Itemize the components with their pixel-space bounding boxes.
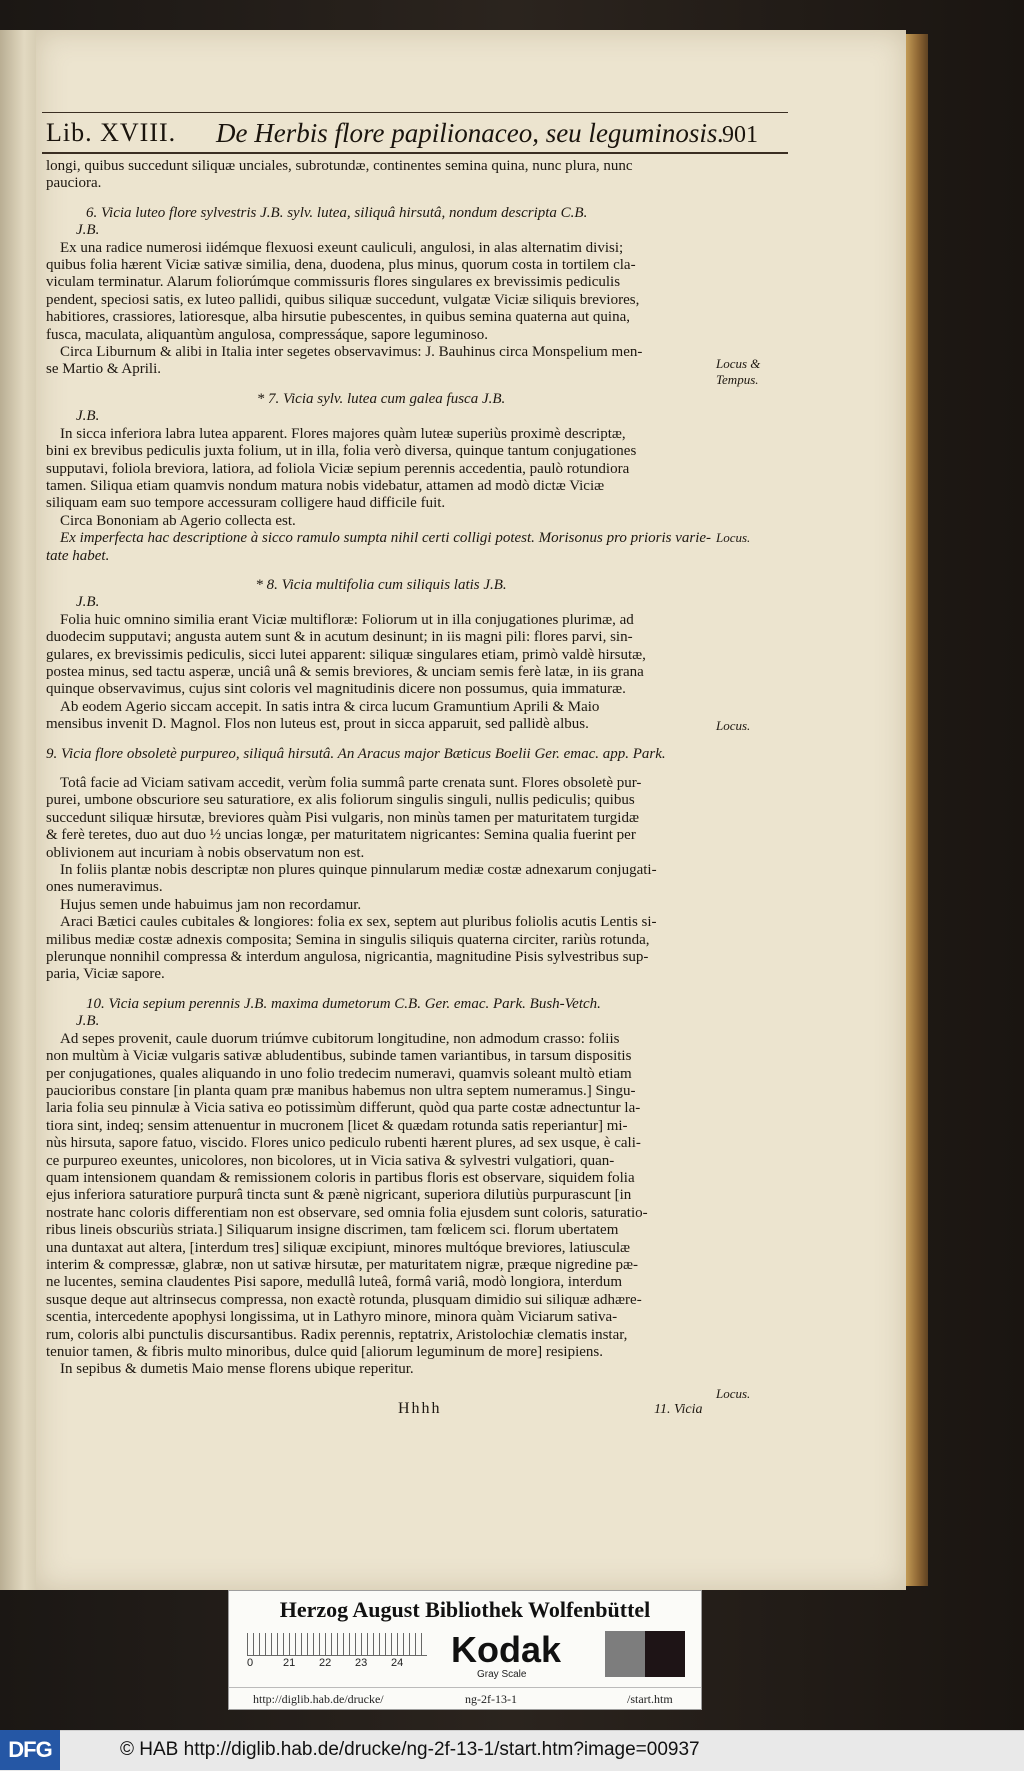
library-label — [228, 1590, 702, 1710]
text-line: longi, quibus succedunt siliquæ unciales, subrotundæ, continentes semina quina, nunc plura, nunc — [46, 158, 633, 174]
running-header — [46, 118, 786, 152]
page-fore-edge — [906, 34, 928, 1586]
paragraph-gap — [46, 734, 716, 746]
text-line: quinque observavimus, cujus sint coloris vel magnitudinis dicere non possumus, quia immaturæ. — [46, 681, 626, 698]
text-line: Araci Bætici caules cubitales & longiores: folia ex sex, septem aut pluribus foliolis acutis Lentis si- — [60, 914, 657, 931]
text-line: nùs hirsuta, sapore fatuo, viscido. Flores unico pediculo rubenti hærent plures, ad sex usque, è cali- — [46, 1135, 641, 1152]
paragraph-gap — [46, 565, 716, 577]
author-tag: J.B. — [76, 222, 100, 239]
text-line: Hujus semen unde habuimus jam non recordamur. — [60, 896, 362, 913]
dfg-logo: DFG — [0, 1730, 60, 1770]
text-line: scentia, intercedente apophysi longissima, ut in Lathyro minore, minora quàm Viciarum sativa- — [46, 1309, 618, 1326]
ruler-number: 21 — [283, 1657, 296, 1669]
text-line: 9. Vicia flore obsoletè purpureo, siliquâ hirsutâ. An Aracus major Bæticus Boelii Ger. emac. app. Park. — [46, 745, 666, 762]
text-line: nostrate hanc coloris differentiam non est observare, sed omnia folia ejusdem sunt coloris, saturatio- — [46, 1204, 648, 1221]
text-line: per conjugationes, quales aliquando in uno folio tredecim numeravi, quamvis soleant multò etiam — [46, 1065, 632, 1082]
text-line: Folia huic omnino similia erant Viciæ multifloræ: Foliorum ut in illa conjugationes plurimæ, ad — [60, 611, 634, 628]
text-line: tamen. Siliqua etiam quamvis nondum matura nobis videbatur, attamen ad modò dictæ Viciæ — [46, 477, 605, 494]
text-line: ce purpureo exeuntes, unicolores, non bicolores, ut in Vicia sativa & sylvestri vulgatiori, quan- — [46, 1152, 615, 1169]
margin-note-tempus: Tempus. — [716, 372, 759, 387]
text-line: postea minus, sed tactu asperæ, unciâ unâ & semis breviores, & unciam semis ferè latæ, in iis grana — [46, 663, 644, 680]
text-line: paucioribus constare [in planta quam præ manibus habemus non ultra septem numeramus.] Singu- — [46, 1082, 636, 1099]
black-swatch — [645, 1631, 685, 1677]
text-line: succedunt siliquæ hirsutæ, breviores quàm Pisi vulgaris, non minùs tamen per maturitatem turgidæ — [46, 809, 639, 826]
species-heading: 6. Vicia luteo flore sylvestris J.B. sylv. lutea, siliquâ hirsutâ, nondum descripta C.B. — [86, 204, 588, 221]
ruler-numbers — [247, 1657, 447, 1669]
text-line: milibus mediæ costæ adnexis composita; Semina in singulis siliquis quaterna circiter, rariùs rotunda, — [46, 931, 650, 948]
text-line: bini ex brevibus pediculis juxta folium, ut in illa, folia verò diversa, quinque tantum conjugationes — [46, 443, 637, 460]
text-line: oblivionem aut incuriam à nobis observatum non est. — [46, 844, 365, 861]
text-line: ribus lineis obscuriùs striata.] Siliquarum insigne discrimen, tam fœlicem sci. florum ubertatem — [46, 1222, 619, 1239]
species-heading: * 8. Vicia multifolia cum siliquis latis J.B. — [255, 576, 507, 593]
paragraph-gap — [46, 379, 716, 391]
text-line: interim & compressæ, glabræ, non ut sativæ hirsutæ, per maturitatem nigræ, præque nigredine pæ- — [46, 1256, 638, 1273]
gray-swatch — [605, 1631, 645, 1677]
text-line: paria, Viciæ sapore. — [46, 966, 165, 983]
text-line: & ferè teretes, duo aut duo ½ uncias longæ, per maturitatem nigricantes: Semina qualia fuerint per — [46, 827, 636, 844]
book-number: Lib. XVIII. — [46, 118, 177, 147]
species-heading: 10. Vicia sepium perennis J.B. maxima dumetorum C.B. Ger. emac. Park. Bush-Vetch. — [86, 995, 601, 1012]
text-line: mensibus invenit D. Magnol. Flos non luteus est, prout in sicca apparuit, sed pallidè albus. — [46, 716, 589, 733]
author-tag: J.B. — [76, 408, 100, 425]
ruler-number: 0 — [247, 1657, 254, 1669]
signature-mark: Hhhh — [398, 1400, 442, 1417]
url-part: ng-2f-13-1 — [465, 1692, 517, 1706]
margin-note-locus-tempus: Locus & — [716, 356, 761, 371]
text-line: susque deque aut altrinsecus compressa, non exactè rotunda, plusquam dimidio sui siliquæ adhære- — [46, 1291, 642, 1308]
text-line: una duntaxat aut altera, [interdum tres] siliquæ excipiunt, minores multóque breviores, latiusculæ — [46, 1239, 631, 1256]
text-line: non multùm à Viciæ vulgaris sativæ abludentibus, subinde tamen variantibus, in tarsum dispositis — [46, 1048, 632, 1065]
text-line: In foliis plantæ nobis descriptæ non plures quinque pinnularum mediæ costæ adnexarum conjugati- — [60, 862, 657, 879]
text-line: viculam terminatur. Alarum foliorúmque commissuris flores singulares ex brevissimis pediculis — [46, 274, 621, 291]
paragraph-gap — [46, 763, 716, 775]
text-line: habitiores, crassiores, latioresque, alba hirsutie pubescentes, in quibus semina quaterna aut quina, — [46, 309, 630, 326]
margin-note-locus: Locus. — [716, 1386, 751, 1401]
text-line: purei, umbone obscuriore seu saturatiore, ex alis foliorum singulis singuli, nullis pediculis; quibus — [46, 792, 635, 809]
text-line: Circa Bononiam ab Agerio collecta est. — [60, 512, 296, 529]
text-line: Totâ facie ad Viciam sativam accedit, verùm folia summâ parte crenata sunt. Flores obsoletè pur- — [60, 775, 642, 791]
text-line: se Martio & Aprili. — [46, 361, 161, 378]
text-line: pendent, speciosi satis, ex luteo pallidi, quibus siliquæ succedunt, vulgatæ Viciæ siliquis breviores, — [46, 291, 640, 308]
text-line: gulares, ex brevissimis pediculis, sicci lutei apparent: siliquæ singulares etiam, primò valdè hirsutæ, — [46, 646, 646, 663]
species-heading: * 7. Vicia sylv. lutea cum galea fusca J.B. — [256, 390, 506, 407]
text-line: rum, coloris albi punctulis discursantibus. Radix perennis, reptatrix, Aristolochiæ clematis instar, — [46, 1326, 628, 1343]
url-part: http://diglib.hab.de/drucke/ — [253, 1692, 384, 1706]
kodak-logo: Kodak — [451, 1629, 562, 1670]
text-line: quibus folia hærent Viciæ sativæ similia, dena, duodena, plus minus, quorum costa in tortilem cla- — [46, 257, 636, 274]
page-text — [46, 158, 716, 1379]
margin-note-locus: Locus. — [716, 718, 751, 733]
ruler-number: 22 — [319, 1657, 332, 1669]
url-part: /start.htm — [627, 1692, 673, 1706]
text-line: laria folia seu pinnulæ à Vicia sativa eo potissimùm differunt, quòd qua parte costæ adnectuntur la- — [46, 1100, 641, 1117]
text-line: supputavi, foliola breviora, latiora, ad foliola Viciæ sepium perennis accedentia, paulò rotundiora — [46, 460, 630, 477]
copyright-link[interactable]: © HAB http://diglib.hab.de/drucke/ng-2f-13-1/start.htm?image=00937 — [120, 1739, 700, 1760]
paragraph-gap — [46, 193, 716, 205]
text-line: duodecim supputavi; angusta autem sunt & in acutum desinunt; in iis magni pili: flores parvi, sin- — [46, 629, 633, 646]
text-line: Circa Liburnum & alibi in Italia inter segetes observavimus: J. Bauhinus circa Monspelium men- — [60, 344, 643, 361]
header-rule-bottom — [42, 152, 788, 154]
text-line: fusca, maculata, aliquantùm angulosa, compressáque, sapore leguminoso. — [46, 326, 488, 343]
author-tag: J.B. — [76, 1013, 100, 1030]
text-line: plerunque nonnihil compressa & interdum angulosa, nigricantia, magnitudine Pisis sylvestribus sup- — [46, 949, 649, 966]
page-number: 901 — [722, 122, 758, 148]
ruler-number: 24 — [391, 1657, 404, 1669]
text-line: Ex imperfecta hac descriptione à sicco ramulo sumpta nihil certi colligi potest. Morisonus pro prioris varie- — [60, 530, 712, 547]
text-line: tate habet. — [46, 547, 110, 564]
measure-ruler — [247, 1633, 427, 1656]
gray-scale-caption: Gray Scale — [477, 1669, 527, 1680]
text-line: quam intensionem quandam & remissionem coloris in partibus floris est observare, siquidem folia — [46, 1169, 635, 1186]
paragraph-gap — [46, 984, 716, 996]
running-title: De Herbis flore papilionaceo, seu leguminosis. — [216, 118, 725, 148]
text-line: ejus inferiora saturatiore purpurâ tincta sunt & pænè nigricant, superiora dilutiùs purpurascunt [in — [46, 1187, 632, 1204]
text-line: Ad sepes provenit, caule duorum triúmve cubitorum longitudine, non admodum crasso: foliis — [60, 1030, 620, 1047]
text-line: Ex una radice numerosi iidémque flexuosi exeunt cauliculi, angulosi, in alas alternatim divisi; — [60, 239, 624, 256]
catchword: 11. Vicia — [654, 1402, 703, 1417]
text-line: In sepibus & dumetis Maio mense florens ubique reperitur. — [60, 1361, 414, 1378]
text-line: Ab eodem Agerio siccam accepit. In satis intra & circa lucum Gramuntium Aprili & Maio — [60, 698, 600, 715]
label-url-row — [229, 1687, 701, 1710]
text-line: tiora sint, indeq; sensim attenuentur in mucronem [licet & quædam rotunda satis reperiantur] mi- — [46, 1117, 628, 1134]
text-line: tenuior tamen, & fibris multo minoribus, dulce quid [aliorum leguminum de more] resipiens. — [46, 1344, 603, 1360]
ruler-number: 23 — [355, 1657, 368, 1669]
text-line: In sicca inferiora labra lutea apparent. Flores majores quàm luteæ superiùs proximè descriptæ, — [60, 425, 626, 442]
text-line: pauciora. — [46, 175, 102, 192]
author-tag: J.B. — [76, 594, 100, 611]
text-line: siliquam eam suo tempore accessuram colligere haud difficile fuit. — [46, 495, 446, 512]
text-line: ne lucentes, semina claudentes Pisi sapore, medullâ luteâ, formâ variâ, modò longiora, interdum — [46, 1274, 623, 1291]
library-name: Herzog August Bibliothek Wolfenbüttel — [279, 1597, 651, 1622]
margin-note-locus: Locus. — [716, 530, 751, 545]
header-rule-top — [42, 112, 788, 113]
text-line: ones numeravimus. — [46, 879, 163, 896]
